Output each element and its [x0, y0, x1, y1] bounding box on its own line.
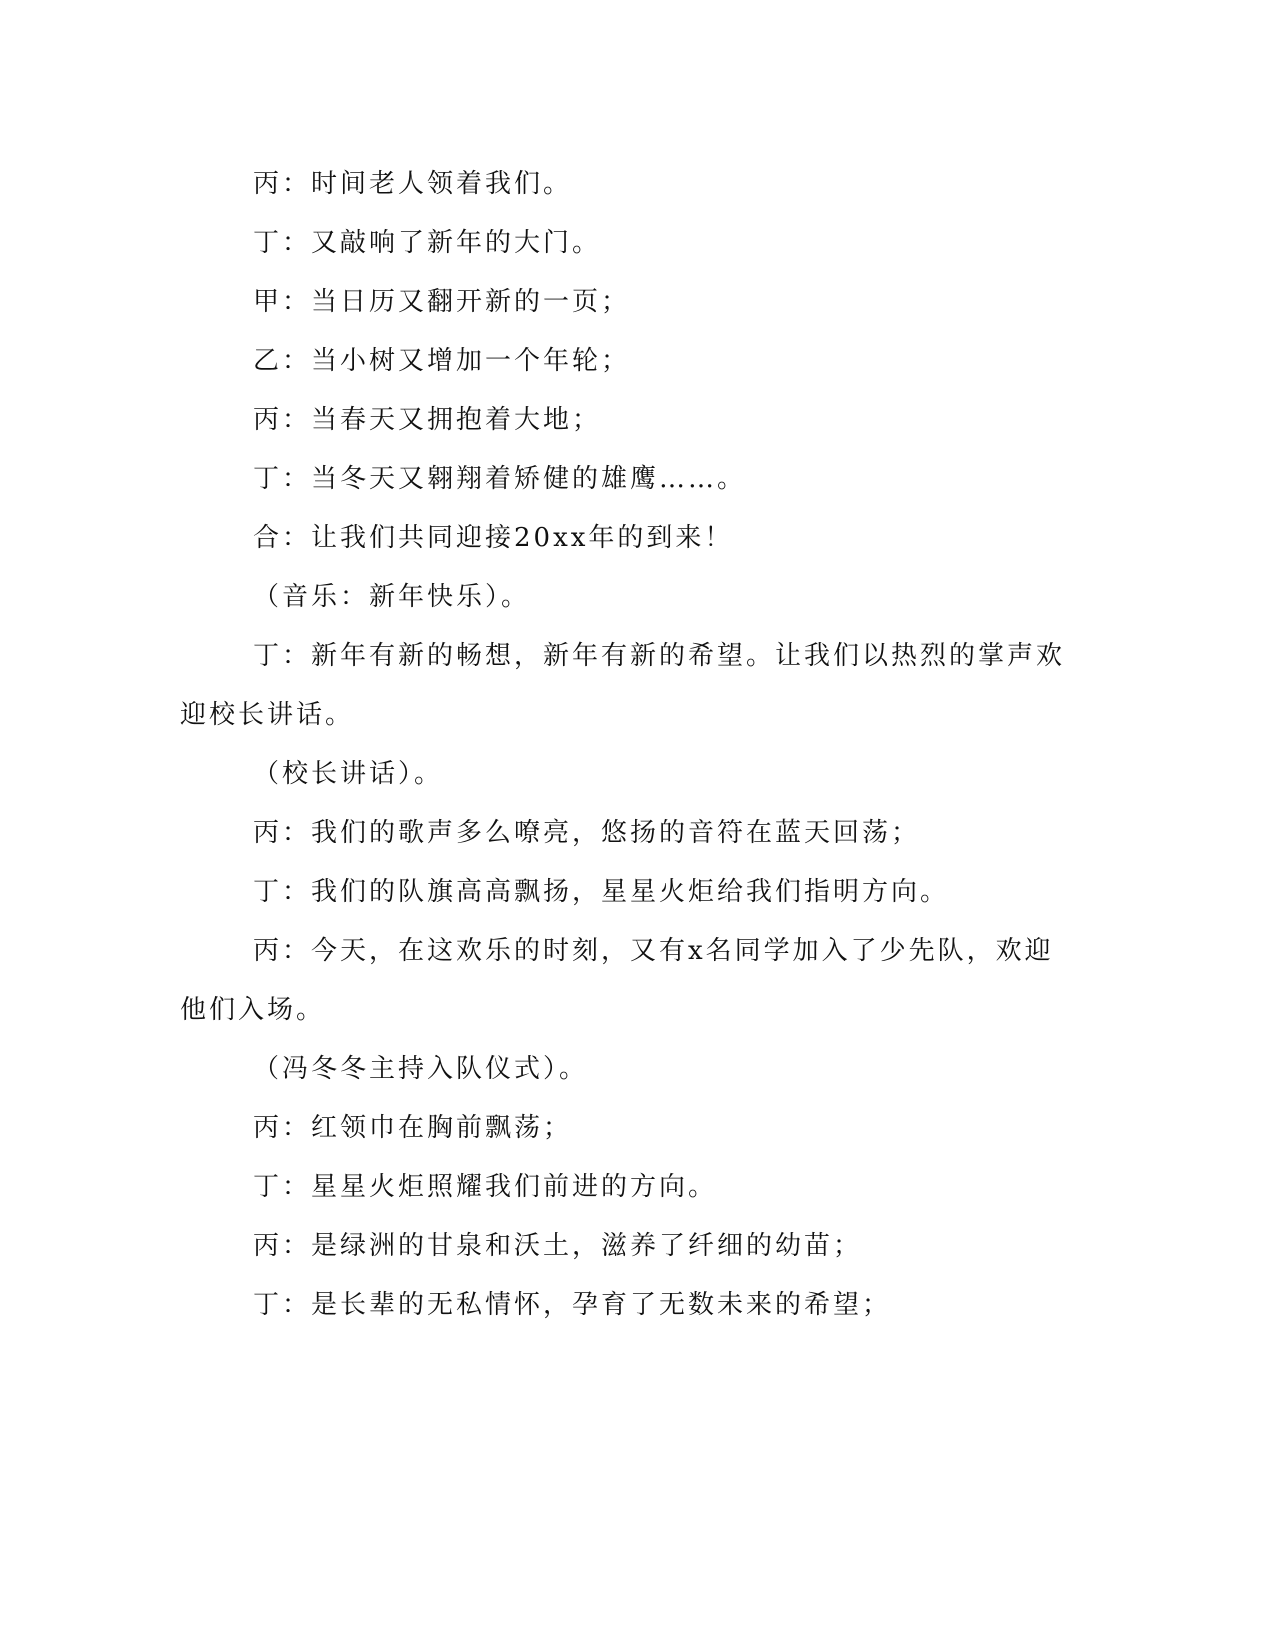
dialogue-line: 丁：是长辈的无私情怀，孕育了无数未来的希望；	[253, 1290, 892, 1320]
dialogue-line-continuation: 他们入场。	[180, 995, 326, 1025]
dialogue-line: 丙：今天，在这欢乐的时刻，又有x名同学加入了少先队，欢迎	[253, 936, 1054, 966]
dialogue-line: 丁：我们的队旗高高飘扬，星星火炬给我们指明方向。	[253, 877, 950, 907]
dialogue-line: 丁：星星火炬照耀我们前进的方向。	[253, 1172, 718, 1202]
stage-direction: （音乐：新年快乐）。	[253, 582, 531, 612]
dialogue-line: 丙：是绿洲的甘泉和沃土，滋养了纤细的幼苗；	[253, 1231, 863, 1261]
dialogue-line: 丁：当冬天又翱翔着矫健的雄鹰……。	[253, 464, 747, 494]
dialogue-line: 乙：当小树又增加一个年轮；	[253, 346, 631, 376]
dialogue-line: 丙：当春天又拥抱着大地；	[253, 405, 602, 435]
dialogue-line: 丙：我们的歌声多么嘹亮，悠扬的音符在蓝天回荡；	[253, 818, 921, 848]
stage-direction: （冯冬冬主持入队仪式）。	[253, 1054, 589, 1084]
dialogue-line: 丙：红领巾在胸前飘荡；	[253, 1113, 573, 1143]
dialogue-line: 丁：新年有新的畅想，新年有新的希望。让我们以热烈的掌声欢	[253, 641, 1066, 671]
dialogue-line-continuation: 迎校长讲话。	[180, 700, 355, 730]
dialogue-line: 丙：时间老人领着我们。	[253, 169, 573, 199]
dialogue-line: 丁：又敲响了新年的大门。	[253, 228, 602, 258]
stage-direction: （校长讲话）。	[253, 759, 444, 789]
dialogue-line: 甲：当日历又翻开新的一页；	[253, 287, 631, 317]
document-body	[180, 155, 1080, 1335]
dialogue-line: 合：让我们共同迎接20xx年的到来！	[253, 523, 734, 553]
